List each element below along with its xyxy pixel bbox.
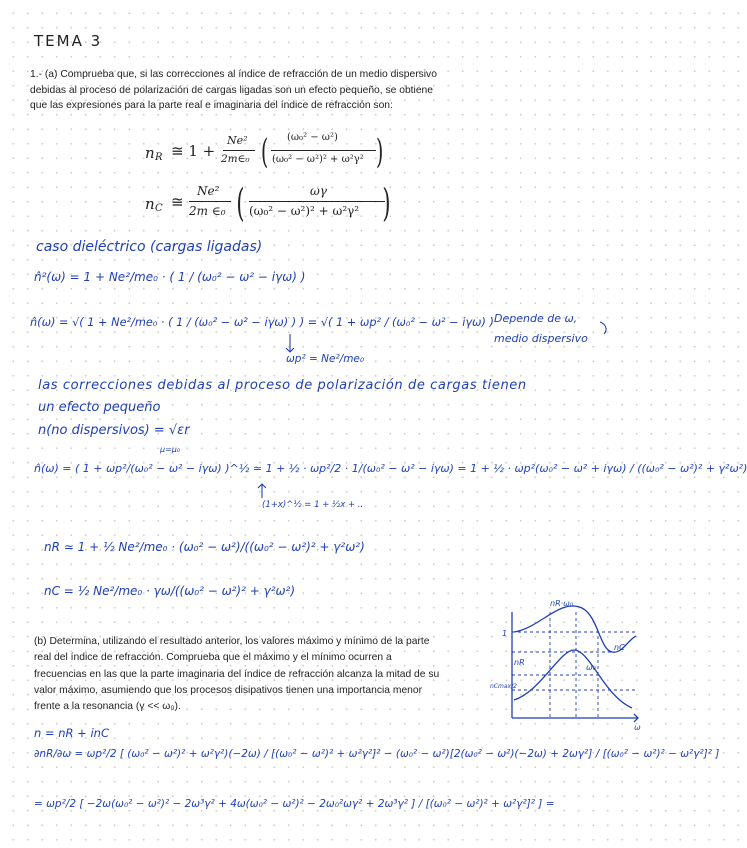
formula-nC: n C ≅ Ne² 2m ∈₀ ( ωγ (ω₀² − ω²)² + ω²γ² ) (145, 181, 391, 225)
derivative-line-2: = ωp²/2 [ −2ω(ω₀² − ω²)² − 2ω³γ² + 4ω(ω₀² − ω²)² − 2ω₀²ωγ² + 2ω³γ² ] / [(ω₀² − ω²)² + ω²γ²]² ] = (34, 798, 555, 810)
sketch-label-nR: nR (514, 658, 525, 667)
sketch-label-one: 1 (502, 629, 508, 638)
sketch-label-w: ω (634, 723, 641, 732)
nC-frac-num: Ne² (197, 184, 220, 198)
sketch-label-top: nR·ω₀ (550, 599, 574, 608)
nC-inner-den: (ω₀² − ω²)² + ω²γ² (249, 204, 360, 218)
case-heading: caso dieléctrico (cargas ligadas) (36, 239, 263, 255)
page-title: TEMA 3 (34, 32, 103, 50)
sketch-label-nC: nC (614, 643, 625, 652)
sketch-label-w0: ω₀ (586, 663, 596, 672)
corrections-line-1: las correcciones debidas al proceso de polarización de cargas tienen (38, 378, 527, 393)
depende-note: Depende de ω, (494, 312, 578, 325)
problem-b-line: frecuencias en las que la parte imaginaria del índice de refracción alcanza la mitad de su (34, 668, 440, 680)
mu-note: μ=μ₀ (160, 445, 181, 454)
sketch-label-half: nCmax/2 (490, 683, 517, 690)
nC-lhs: n (145, 195, 155, 213)
problem-b-line: (b) Determina, utilizando el resultado anterior, los valores máximo y mínimo de la parte (34, 636, 430, 647)
n-hat-eq: n̂(ω) = √( 1 + Ne²/me₀ · ( 1 / (ω₀² − ω² − iγω) ) ) = √( 1 + ωp² / (ω₀² − ω² − iγω) ) (30, 316, 494, 329)
problem-b-line: valor máximo, asumiendo que los procesos disipativos tienen una importancia menor (34, 684, 423, 696)
n-squared-eq: n̂²(ω) = 1 + Ne²/me₀ · ( 1 / (ω₀² − ω² − iγω) ) (34, 270, 306, 284)
nR-result: nR ≃ 1 + ½ Ne²/me₀ · (ω₀² − ω²)/((ω₀² − ω²)² + γ²ω²) (44, 540, 365, 554)
formula-nR: n R ≅ 1 + Ne² 2m∈₀ ( (ω₀² − ω²) (ω₀² − ω²)² + ω²γ² ) (145, 132, 384, 172)
wp-definition: ωp² = Ne²/me₀ (286, 353, 365, 365)
nR-lhs: n (145, 144, 155, 162)
problem-a-line: que las expresiones para la parte real e imaginaria del índice de refracción son: (30, 100, 393, 112)
nC-lhs-sub: C (155, 203, 163, 214)
nC-curve (514, 650, 632, 708)
nR-frac-num: Ne² (227, 134, 248, 147)
n-sum: n = nR + inC (34, 726, 109, 740)
nR-lhs-sub: R (155, 152, 163, 163)
nC-frac-den: 2m ∈₀ (189, 204, 226, 218)
nR-inner-num: (ω₀² − ω²) (287, 132, 338, 143)
nC-result: nC = ½ Ne²/me₀ · γω/((ω₀² − ω²)² + γ²ω²) (44, 584, 296, 598)
problem-b-line: real del índice de refracción. Comprueba que el máximo y el mínimo ocurren a (34, 652, 392, 664)
nC-approx: ≅ (171, 193, 184, 211)
problem-a-line: 1.- (a) Comprueba que, si las correcciones al índice de refracción de un medio dispersivo (30, 69, 437, 80)
no-dispersive-eq: n(no dispersivos) = √εr (38, 423, 190, 438)
problem-b-line: frente a la resonancia (γ << ω₀). (34, 701, 181, 713)
derivative-line-1: ∂nR/∂ω = ωp²/2 [ (ω₀² − ω²)² + ω²γ²)(−2ω) / [(ω₀² − ω²)² + ω²γ²]² − (ω₀² − ω²)[2(ω₀² − ω²)(−2ω) + 2ωγ²] / [(ω₀² − ω²)² − ω²γ²]² ] (34, 748, 720, 760)
taylor-note: (1+x)^½ = 1 + ½x + .. (262, 500, 364, 510)
nR-frac-den: 2m∈₀ (221, 153, 250, 165)
nC-inner-num: ωγ (310, 184, 327, 198)
problem-a-line: debidas al proceso de polarización de cargas ligadas son un efecto pequeño, se obtiene (30, 84, 434, 96)
nR-inner-den: (ω₀² − ω²)² + ω²γ² (272, 154, 364, 165)
medio-note: medio dispersivo (494, 332, 588, 345)
expansion-eq: n̂(ω) = ( 1 + ωp²/(ω₀² − ω² − iγω) )^½ ≃ 1 + ½ · ωp²/2 · 1/(ω₀² − ω² − iγω) = 1 + ½ · ωp²(ω₀² − ω² + iγω) / ((ω₀² − ω²)² + γ²ω²) (34, 462, 747, 475)
nR-approx: ≅ 1 + (171, 142, 216, 160)
corrections-line-2: un efecto pequeño (38, 400, 161, 415)
